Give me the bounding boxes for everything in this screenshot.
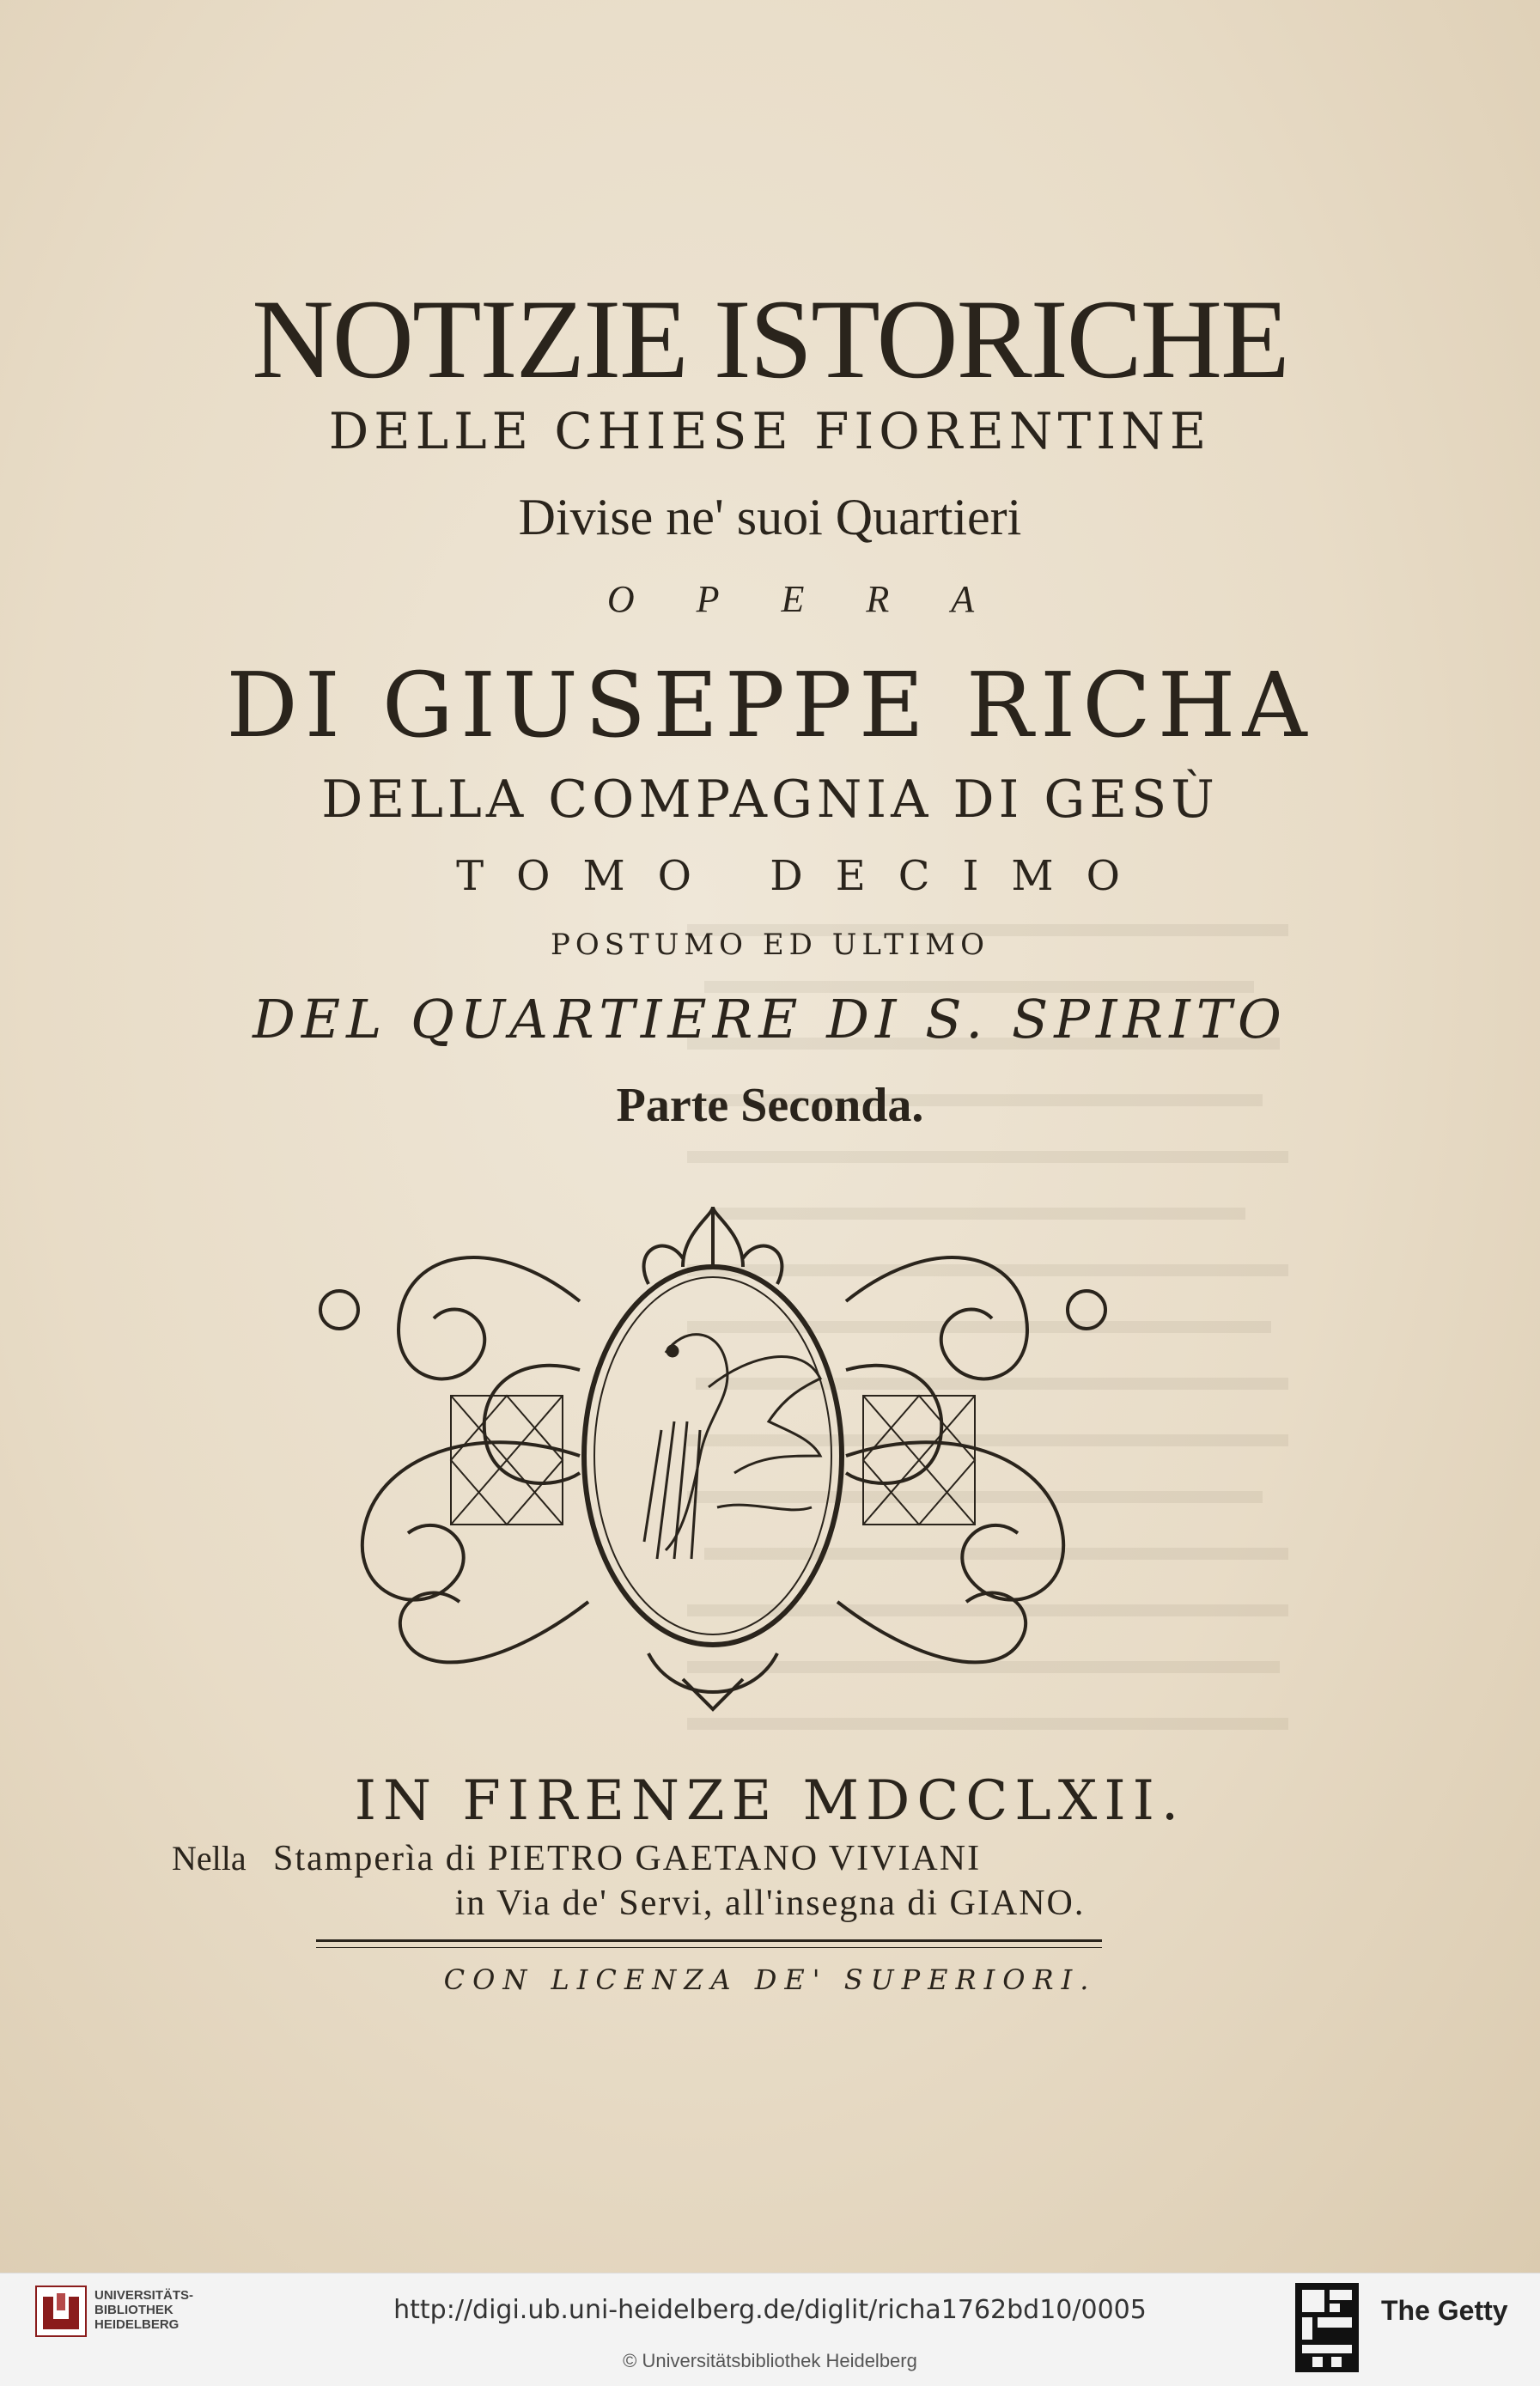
- part-line: Parte Seconda.: [616, 1079, 924, 1132]
- imprint-rule: [316, 1939, 1102, 1948]
- license-line: CON LICENZA DE' SUPERIORI.: [443, 1963, 1097, 1996]
- opera-line: OPERA: [606, 578, 1037, 620]
- copyright-notice: © Universitätsbibliothek Heidelberg: [623, 2350, 917, 2371]
- imprint-printer: Stamperìa di PIETRO GAETANO VIVIANI: [273, 1839, 982, 1878]
- company-line: DELLA COMPAGNIA DI GESÙ: [321, 770, 1219, 830]
- quarter-line: DEL QUARTIERE DI S. SPIRITO: [253, 988, 1287, 1050]
- imprint-address: in Via de' Servi, all'insegna di GIANO.: [454, 1884, 1086, 1923]
- volume-line: TOMO DECIMO: [456, 852, 1153, 900]
- divisions-line: Divise ne' suoi Quartieri: [518, 489, 1022, 545]
- university-library-name[interactable]: UNIVERSITÄTS- BIBLIOTHEK HEIDELBERG: [94, 2288, 194, 2332]
- printers-device-ornament: [305, 1198, 1121, 1713]
- author-line: DI GIUSEPPE RICHA: [226, 653, 1314, 758]
- imprint-prefix: Nella: [172, 1839, 247, 1878]
- permalink-url[interactable]: http://digi.ub.uni-heidelberg.de/diglit/richa1762bd10/0005: [393, 2295, 1147, 2325]
- imprint-place-date: IN FIRENZE MDCCLXII.: [354, 1769, 1186, 1833]
- getty-name[interactable]: The Getty: [1381, 2295, 1508, 2326]
- book-subtitle: DELLE CHIESE FIORENTINE: [328, 402, 1212, 460]
- book-title: NOTIZIE ISTORICHE: [252, 276, 1288, 402]
- getty-logo-icon[interactable]: [1295, 2283, 1359, 2372]
- posthumous-line: POSTUMO ED ULTIMO: [550, 928, 989, 962]
